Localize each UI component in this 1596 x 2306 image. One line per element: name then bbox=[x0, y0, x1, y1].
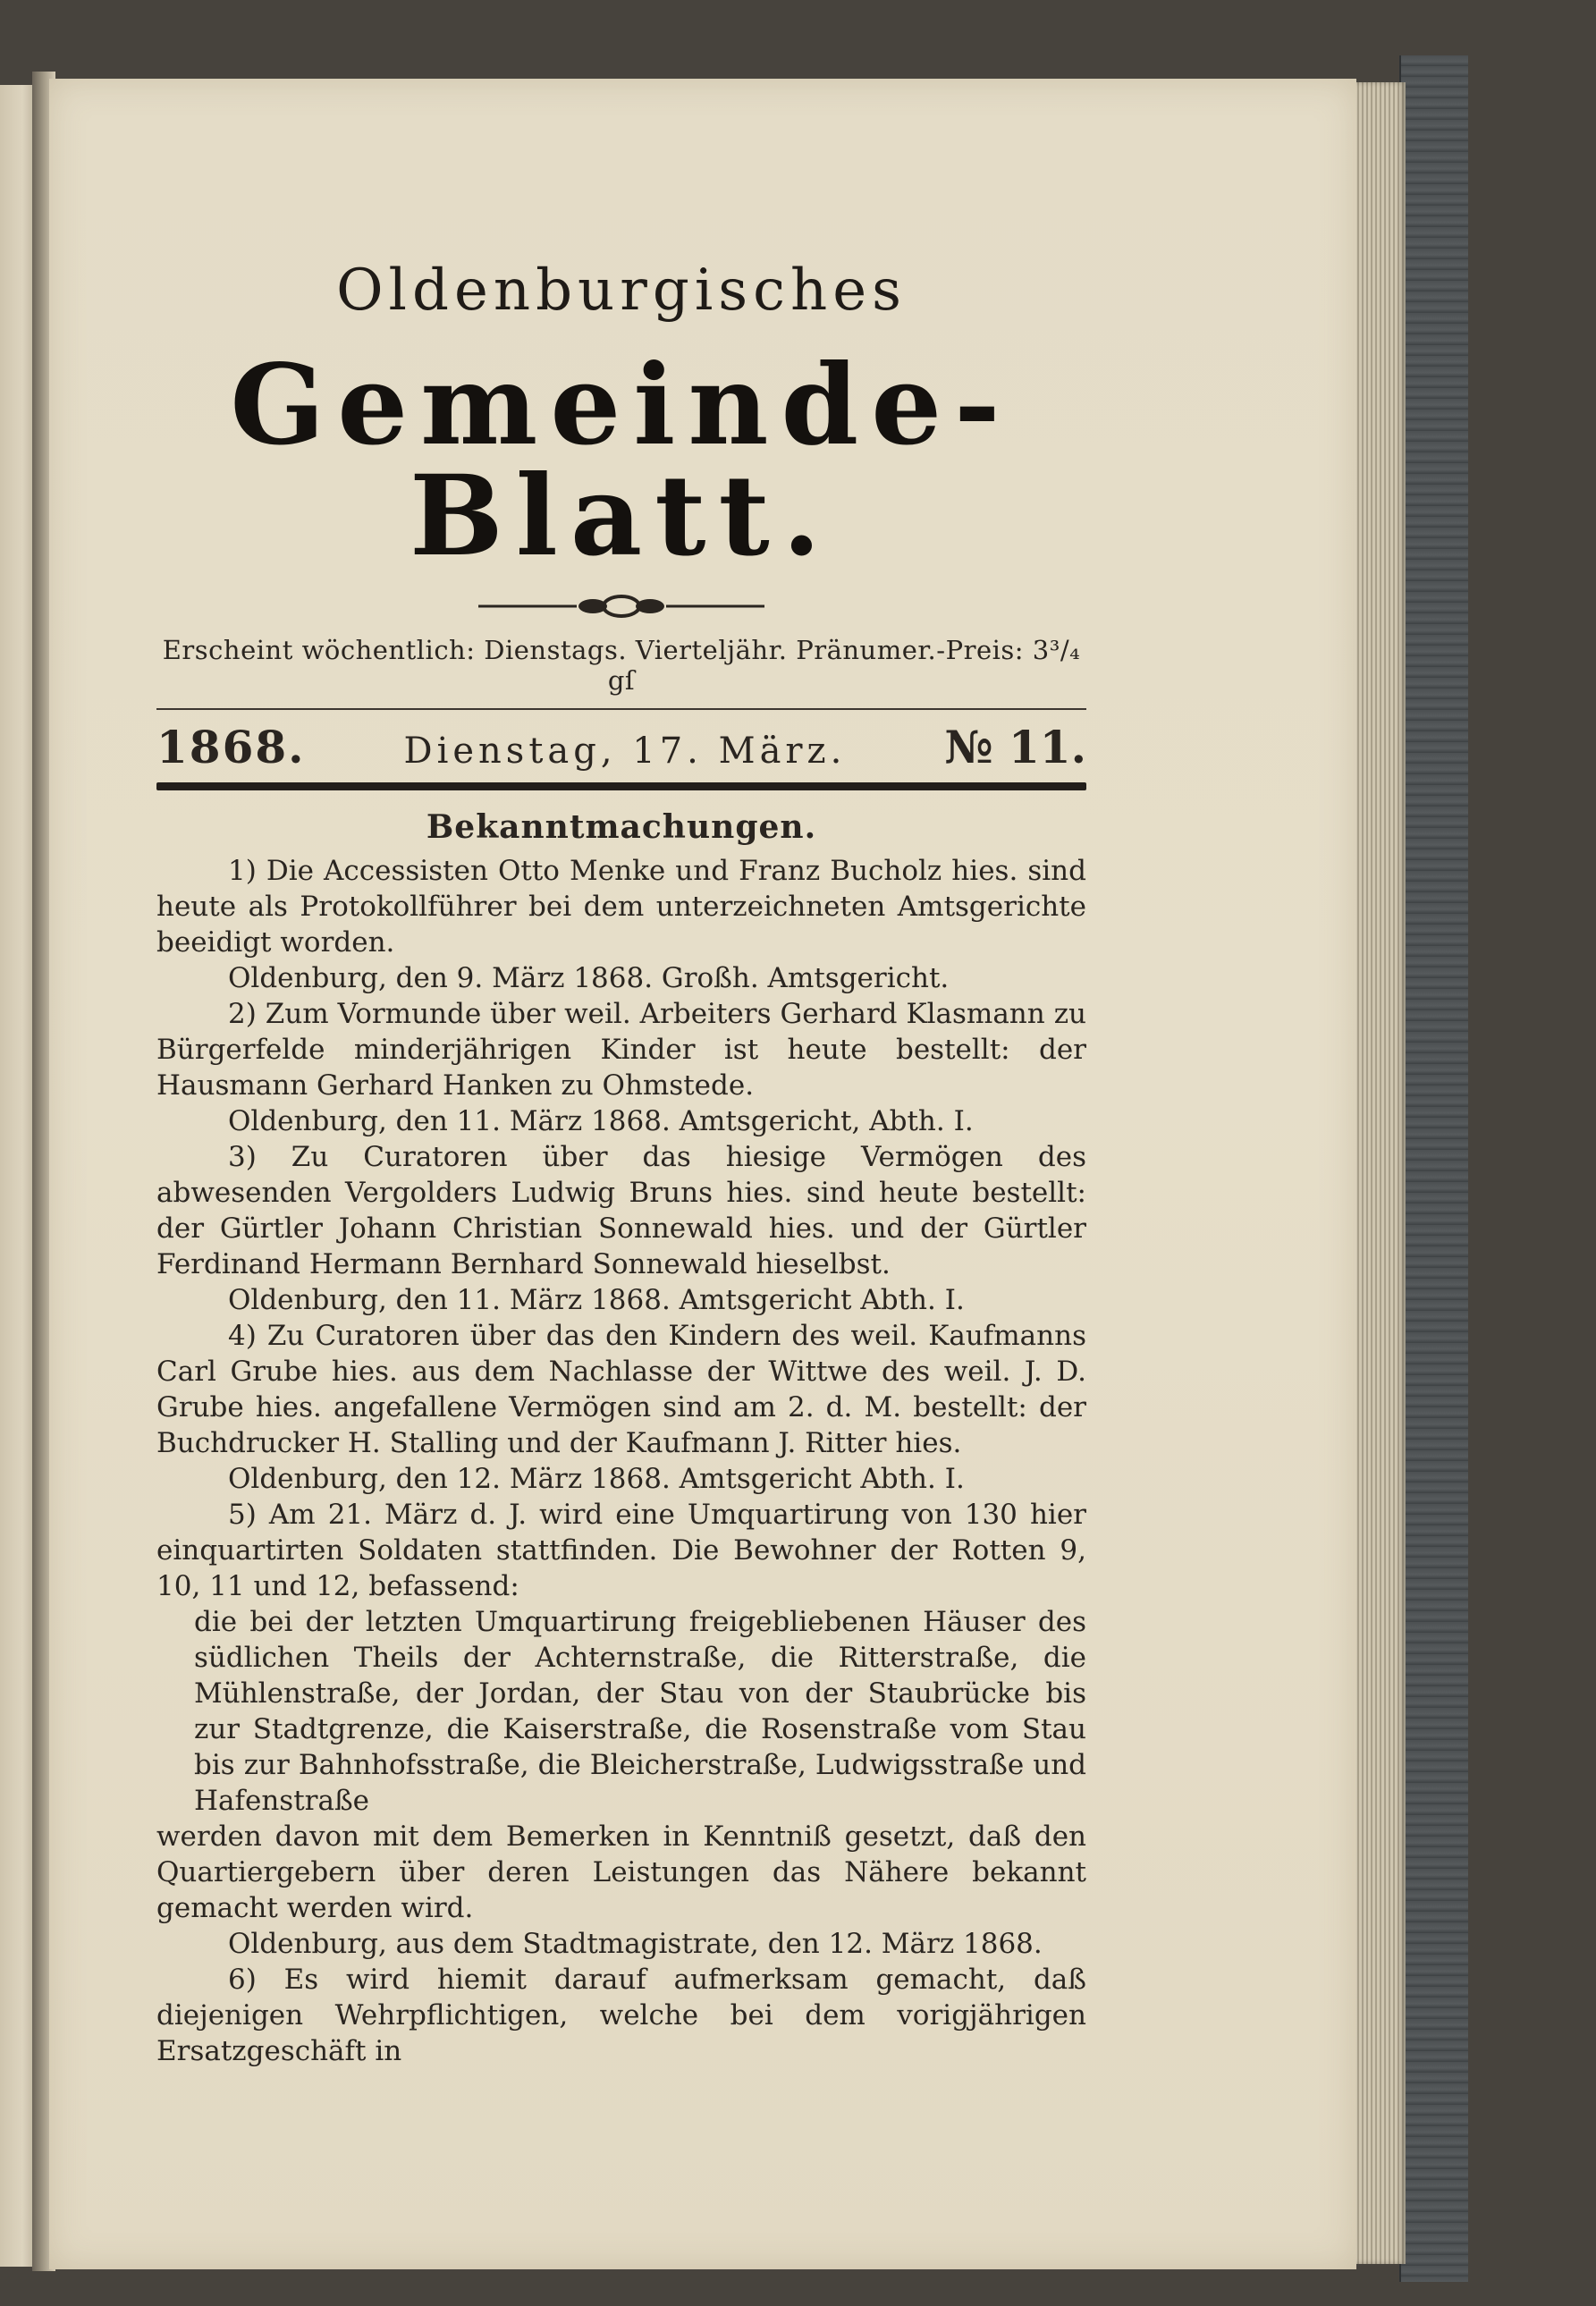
masthead-subtitle: Oldenburgisches bbox=[336, 258, 907, 324]
issue-year: 1868. bbox=[156, 721, 306, 773]
newspaper-page bbox=[49, 79, 1356, 2269]
notice-signature: Oldenburg, aus dem Stadtmagistrate, den 12. März 1868. bbox=[228, 1928, 1043, 1960]
notice-continuation: werden davon mit dem Bemerken in Kenntniß gesetzt, daß den Quartiergebern über deren Leistungen das Nähere bekannt gemacht werden wird. bbox=[156, 1820, 1086, 1924]
masthead-title: Gemeinde-Blatt. bbox=[230, 341, 1013, 581]
notice-paragraph: 1) Die Accessisten Otto Menke und Franz Bucholz hies. sind heute als Protokollführer bei dem unterzeichneten Amtsgerichte beeidigt worden. bbox=[156, 855, 1086, 959]
notice-signature: Oldenburg, den 12. März 1868. Amtsgericht Abth. I. bbox=[228, 1463, 965, 1495]
notice-paragraph: 3) Zu Curatoren über das hiesige Vermögen des abwesenden Vergolders Ludwig Bruns hies. sind heute bestellt: der Gürtler Johann Christian Sonnewald hies. und der Gürtler Ferdinand Hermann Bernhard Sonnewald hieselbst. bbox=[156, 1141, 1086, 1280]
issue-dateline bbox=[156, 721, 1086, 773]
ornament-divider bbox=[478, 594, 764, 619]
street-list: die bei der letzten Umquartirung freigebliebenen Häuser des südlichen Theils der Achternstraße, die Ritterstraße, die Mühlenstraße, der Jordan, der Stau von der Staubrücke bis zur Stadtgrenze, die Kaiserstraße, die Rosenstraße vom Stau bis zur Bahnhofsstraße, die Bleicherstraße, Ludwigsstraße und Hafenstraße bbox=[194, 1606, 1086, 1817]
thick-rule bbox=[156, 782, 1086, 790]
book-cover-edge bbox=[1399, 55, 1468, 2282]
issue-number: № 11. bbox=[944, 721, 1086, 773]
page-block-edges bbox=[1350, 82, 1406, 2264]
thin-rule bbox=[156, 708, 1086, 710]
notice-paragraph: 5) Am 21. März d. J. wird eine Umquartirung von 130 hier einquartirten Soldaten stattfinden. Die Bewohner der Rotten 9, 10, 11 und 12, befassend: bbox=[156, 1499, 1086, 1602]
notice-signature: Oldenburg, den 11. März 1868. Amtsgericht, Abth. I. bbox=[228, 1105, 974, 1137]
notice-paragraph: 4) Zu Curatoren über das den Kindern des weil. Kaufmanns Carl Grube hies. aus dem Nachlasse der Wittwe des weil. J. D. Grube hies. angefallene Vermögen sind am 2. d. M. bestellt: der Buchdrucker H. Stalling und der Kaufmann J. Ritter hies. bbox=[156, 1320, 1086, 1459]
notice-signature: Oldenburg, den 11. März 1868. Amtsgericht Abth. I. bbox=[228, 1284, 965, 1316]
notice-signature: Oldenburg, den 9. März 1868. Großh. Amtsgericht. bbox=[228, 962, 950, 994]
notice-paragraph: 6) Es wird hiemit darauf aufmerksam gemacht, daß diejenigen Wehrpflichtigen, welche bei dem vorigjährigen Ersatzgeschäft in bbox=[156, 1964, 1086, 2067]
publication-info: Erscheint wöchentlich: Dienstags. Vierteljähr. Pränumer.-Preis: 3³/₄ gſ bbox=[162, 635, 1081, 696]
section-title: Bekanntmachungen. bbox=[426, 808, 817, 846]
issue-date: Dienstag, 17. März. bbox=[403, 731, 847, 772]
notice-paragraph: 2) Zum Vormunde über weil. Arbeiters Gerhard Klasmann zu Bürgerfelde minderjährigen Kinder ist heute bestellt: der Hausmann Gerhard Hanken zu Ohmstede. bbox=[156, 998, 1086, 1102]
page-content bbox=[156, 258, 1086, 2069]
